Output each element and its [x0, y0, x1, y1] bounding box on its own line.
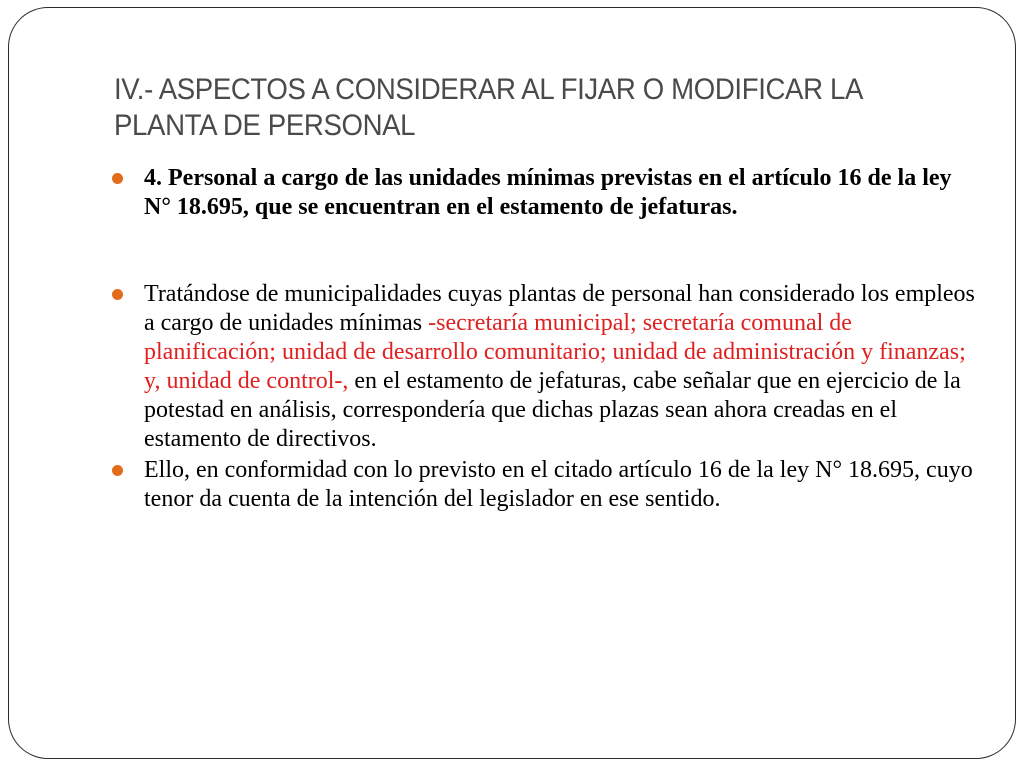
bullet-item-1: [108, 164, 978, 222]
bullet-dot-icon: [112, 173, 123, 184]
bullet-item-2-outro: en el estamento de jefaturas, cabe señalar que en ejercicio de la potestad en análisis, correspondería que dichas plazas sean ahora creadas en el estamento de directivos.: [144, 368, 961, 452]
bullet-item-2-intro: Tratándose de municipalidades cuyas plantas de personal han considerado los empleos a cargo de unidades mínimas: [144, 281, 975, 336]
bullet-dot-icon: [112, 289, 123, 300]
bullet-item-2: [108, 280, 978, 454]
slide-content: [108, 164, 978, 514]
bullet-item-3-text: Ello, en conformidad con lo previsto en el citado artículo 16 de la ley N° 18.695, cuyo tenor da cuenta de la intención del legislador en ese sentido.: [144, 457, 973, 512]
bullet-dot-icon: [112, 465, 123, 476]
bullet-item-3: [108, 456, 978, 514]
bullet-item-1-text: 4. Personal a cargo de las unidades mínimas previstas en el artículo 16 de la ley N° 18.695, que se encuentran en el estamento de jefaturas.: [144, 165, 952, 220]
slide-title: IV.- ASPECTOS A CONSIDERAR AL FIJAR O MODIFICAR LA PLANTA DE PERSONAL: [114, 73, 862, 142]
bullet-item-2-highlight: -secretaría municipal; secretaría comunal de planificación; unidad de desarrollo comunitario; unidad de administración y finanzas; y, unidad de control-,: [144, 310, 966, 394]
